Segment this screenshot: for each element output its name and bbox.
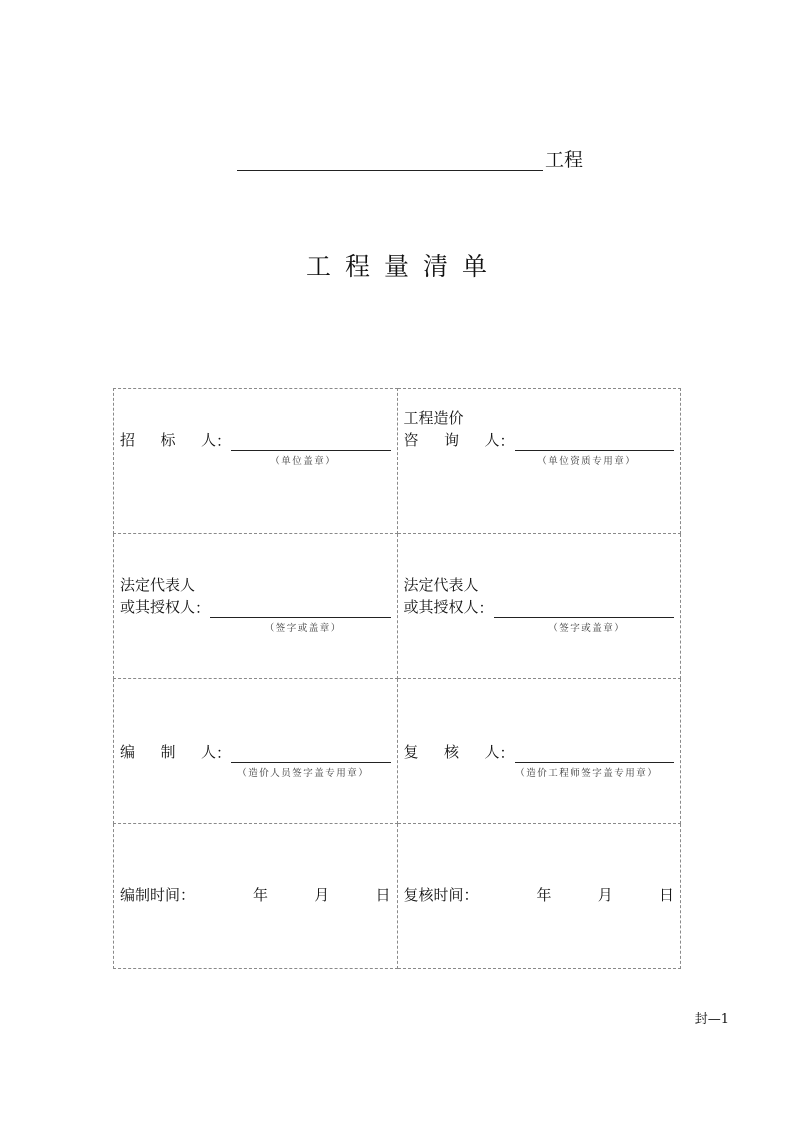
reviewer-label: 复 核 人	[403, 743, 500, 761]
project-name-line	[237, 145, 583, 171]
colon: ：	[478, 599, 494, 617]
legal-rep-left-label-line2: 或其授权人	[120, 598, 196, 616]
compiler-label: 编 制 人	[120, 743, 216, 761]
consultant-blank[interactable]	[515, 432, 674, 451]
tenderer-hint: （单位盖章）	[270, 456, 337, 467]
reviewer-cell	[397, 679, 681, 824]
table-row	[114, 679, 681, 824]
colon: ：	[216, 432, 232, 450]
project-suffix: 工程	[545, 149, 584, 171]
compile-month-unit: 月	[314, 886, 330, 904]
legal-rep-right-hint: （签字或盖章）	[548, 623, 626, 634]
legal-rep-left-label-line1: 法定代表人	[120, 576, 196, 594]
review-date-label: 复核时间：	[403, 886, 479, 904]
tenderer-label: 招 标 人	[120, 431, 216, 449]
tenderer-blank[interactable]	[231, 432, 390, 451]
compile-year-unit: 年	[252, 886, 268, 904]
reviewer-blank[interactable]	[515, 744, 674, 763]
signature-table	[113, 388, 681, 969]
document-title: 工程量清单	[305, 252, 501, 281]
compile-date-cell	[114, 824, 398, 969]
review-year-unit: 年	[536, 886, 552, 904]
consultant-label: 咨 询 人	[403, 431, 500, 449]
compiler-hint: （造价人员签字盖专用章）	[237, 768, 370, 779]
legal-rep-right-blank[interactable]	[494, 599, 674, 618]
consultant-label-line1: 工程造价	[403, 409, 464, 427]
table-row	[114, 534, 681, 679]
colon: ：	[195, 599, 211, 617]
review-date-cell	[397, 824, 681, 969]
review-month-unit: 月	[597, 886, 613, 904]
compiler-blank[interactable]	[231, 744, 390, 763]
legal-rep-left-hint: （签字或盖章）	[264, 623, 342, 634]
consultant-cell	[397, 389, 681, 534]
tenderer-cell	[114, 389, 398, 534]
compile-day-unit: 日	[375, 886, 391, 904]
colon: ：	[499, 432, 515, 450]
colon: ：	[499, 744, 515, 762]
project-name-blank[interactable]	[237, 146, 543, 171]
consultant-hint: （单位资质专用章）	[537, 456, 637, 467]
legal-rep-left-cell	[114, 534, 398, 679]
colon: ：	[216, 744, 232, 762]
reviewer-hint: （造价工程师签字盖专用章）	[515, 768, 659, 779]
legal-rep-right-label-line1: 法定代表人	[403, 576, 479, 594]
legal-rep-left-blank[interactable]	[210, 599, 390, 618]
compile-date-label: 编制时间：	[120, 886, 196, 904]
table-row	[114, 824, 681, 969]
legal-rep-right-label-line2: 或其授权人	[403, 598, 479, 616]
page-number: 封—1	[694, 1012, 729, 1027]
legal-rep-right-cell	[397, 534, 681, 679]
compiler-cell	[114, 679, 398, 824]
table-row	[114, 389, 681, 534]
review-day-unit: 日	[658, 886, 674, 904]
